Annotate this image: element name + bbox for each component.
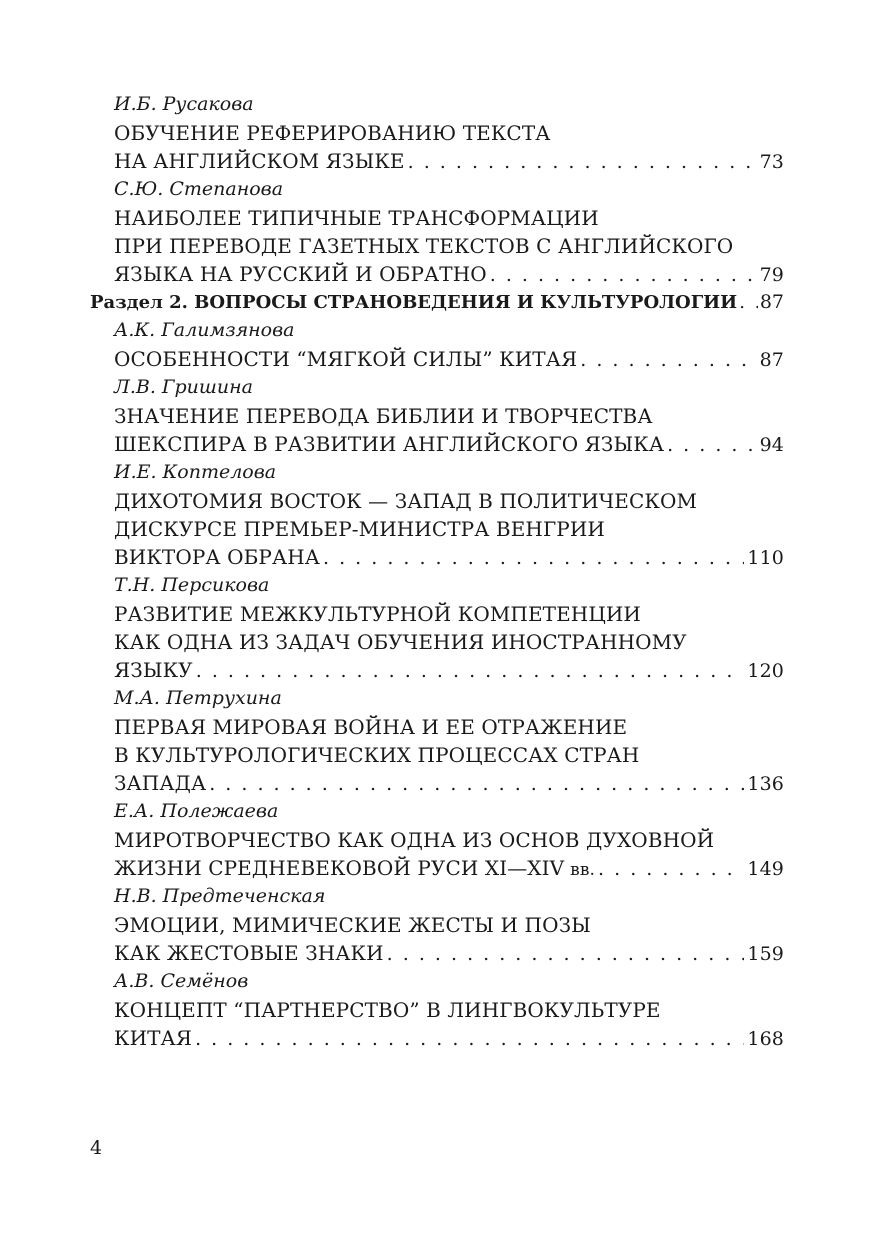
- author-name: Л.В. Гришина: [114, 376, 253, 398]
- dot-leader: [739, 289, 758, 317]
- page-ref: 79: [759, 264, 784, 286]
- author-name: М.А. Петрухина: [114, 687, 282, 709]
- page-ref: 168: [747, 1028, 784, 1050]
- page-ref: 94: [759, 434, 784, 456]
- dot-leader: [387, 940, 745, 968]
- page-ref: 149: [747, 858, 784, 880]
- article-title-line: ДИСКУРСЕ ПРЕМЬЕР-МИНИСТРА ВЕНГРИИ: [114, 517, 605, 541]
- article-title-last-line: [90, 656, 784, 684]
- article-title-text: ЗАПАДА: [114, 771, 207, 795]
- dot-leader: [598, 855, 744, 883]
- page-ref: 120: [747, 660, 784, 682]
- table-of-contents: [90, 90, 784, 1052]
- article-title-text: ЯЗЫКУ: [114, 658, 193, 682]
- article-title-last-line: [90, 345, 784, 373]
- author-name: И.Е. Коптелова: [114, 461, 277, 483]
- author-name: Т.Н. Персикова: [114, 574, 270, 596]
- article-title-text: ОСОБЕННОСТИ “МЯГКОЙ СИЛЫ” КИТАЯ: [114, 347, 578, 371]
- article-title-line: КАК ОДНА ИЗ ЗАДАЧ ОБУЧЕНИЯ ИНОСТРАННОМУ: [114, 630, 687, 654]
- dot-leader: [667, 431, 757, 459]
- section-heading: [90, 288, 784, 316]
- dot-leader: [408, 148, 757, 176]
- article-title-last-line: [90, 147, 784, 175]
- article-title-last-line: [90, 430, 784, 458]
- article-title-line: МИРОТВОРЧЕСТВО КАК ОДНА ИЗ ОСНОВ ДУХОВНОЙ: [114, 828, 715, 852]
- article-title-text: КАК ЖЕСТОВЫЕ ЗНАКИ: [114, 941, 384, 965]
- article-title-text: КИТАЯ: [114, 1026, 193, 1050]
- article-title-line: ПРИ ПЕРЕВОДЕ ГАЗЕТНЫХ ТЕКСТОВ С АНГЛИЙСКОГО: [114, 234, 734, 258]
- author-name: А.К. Галимзянова: [114, 319, 295, 341]
- article-title-line: ЭМОЦИИ, МИМИЧЕСКИЕ ЖЕСТЫ И ПОЗЫ: [114, 913, 591, 937]
- page-ref: 87: [759, 349, 784, 371]
- author-name: И.Б. Русакова: [114, 93, 254, 115]
- article-title-line: ОБУЧЕНИЕ РЕФЕРИРОВАНИЮ ТЕКСТА: [114, 121, 551, 145]
- dot-leader: [323, 544, 744, 572]
- dot-leader: [196, 657, 745, 685]
- dot-leader: [195, 1025, 744, 1053]
- article-title-last-line: [90, 1024, 784, 1052]
- section-title: Раздел 2. ВОПРОСЫ СТРАНОВЕДЕНИЯ И КУЛЬТУРОЛОГИИ: [90, 292, 738, 313]
- article-title-last-line: [90, 260, 784, 288]
- article-title-last-line: [90, 769, 784, 797]
- article-title-line: ПЕРВАЯ МИРОВАЯ ВОЙНА И ЕЕ ОТРАЖЕНИЕ: [114, 715, 628, 739]
- article-title-line: РАЗВИТИЕ МЕЖКУЛЬТУРНОЙ КОМПЕТЕНЦИИ: [114, 602, 641, 626]
- article-title-line: ДИХОТОМИЯ ВОСТОК — ЗАПАД В ПОЛИТИЧЕСКОМ: [114, 489, 698, 513]
- dot-leader: [209, 770, 744, 798]
- article-title-text: ВИКТОРА ОБРАНА: [114, 545, 320, 569]
- article-title-last-line: [90, 854, 784, 882]
- article-title-text: ШЕКСПИРА В РАЗВИТИИ АНГЛИЙСКОГО ЯЗЫКА: [114, 432, 665, 456]
- article-title-line: КОНЦЕПТ “ПАРТНЕРСТВО” В ЛИНГВОКУЛЬТУРЕ: [114, 998, 661, 1022]
- author-name: С.Ю. Степанова: [114, 178, 284, 200]
- article-title-line: НАИБОЛЕЕ ТИПИЧНЫЕ ТРАНСФОРМАЦИИ: [114, 206, 599, 230]
- author-name: Е.А. Полежаева: [114, 800, 279, 822]
- page-ref: 159: [747, 943, 784, 965]
- page-ref: 110: [747, 547, 784, 569]
- article-title-text: ЯЗЫКА НА РУССКИЙ И ОБРАТНО: [114, 262, 487, 286]
- page-number: 4: [90, 1137, 103, 1159]
- article-title-text: ЖИЗНИ СРЕДНЕВЕКОВОЙ РУСИ XI—XIV: [114, 856, 565, 880]
- dot-leader: [490, 261, 757, 289]
- author-name: Н.В. Предтеченская: [114, 885, 326, 907]
- article-title-text: НА АНГЛИЙСКОМ ЯЗЫКЕ: [114, 149, 405, 173]
- page-ref: 136: [747, 773, 784, 795]
- article-title-line: ЗНАЧЕНИЕ ПЕРЕВОДА БИБЛИИ И ТВОРЧЕСТВА: [114, 404, 653, 428]
- dot-leader: [580, 346, 756, 374]
- article-title-line: В КУЛЬТУРОЛОГИЧЕСКИХ ПРОЦЕССАХ СТРАН: [114, 743, 640, 767]
- article-title-last-line: [90, 543, 784, 571]
- article-title-suffix: вв.: [570, 860, 596, 880]
- page-ref: 73: [759, 151, 784, 173]
- author-name: А.В. Семёнов: [114, 970, 249, 992]
- article-title-last-line: [90, 939, 784, 967]
- page-ref: 87: [759, 291, 784, 313]
